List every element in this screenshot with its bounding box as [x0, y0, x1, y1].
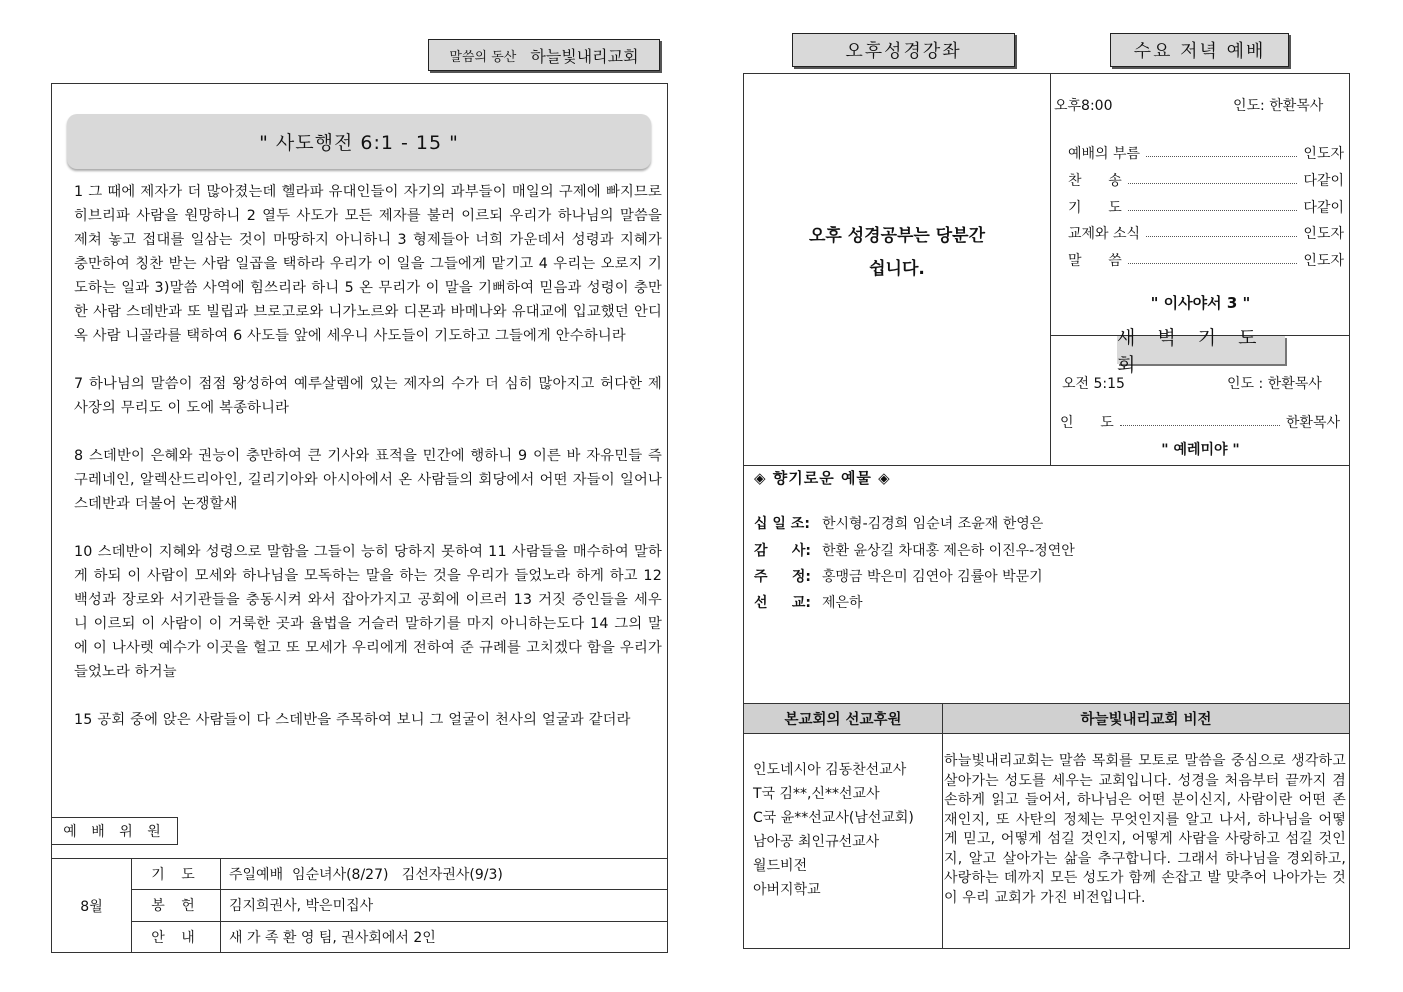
leader-dots — [1146, 229, 1297, 237]
leader-dots — [1146, 149, 1297, 157]
mission-support-header: 본교회의 선교후원 — [744, 703, 942, 734]
wednesday-scripture: " 이사야서 3 " — [1150, 294, 1251, 312]
dawn-time: 오전 5:15 — [1062, 376, 1125, 392]
afternoon-notice-line: 쉽니다. — [869, 259, 925, 279]
afternoon-notice-line: 오후 성경공부는 당분간 — [808, 226, 986, 246]
order-item-name: 교제와 소식 — [1068, 226, 1141, 242]
offering-category: 주 정: — [754, 569, 812, 585]
order-item-by: 인도자 — [1303, 146, 1344, 162]
offering-category: 십 일 조: — [754, 516, 810, 532]
offering-category: 감 사: — [754, 543, 812, 559]
duty-people: 김지희권사, 박은미집사 — [221, 890, 668, 921]
church-vision-header: 하늘빛내리교회 비전 — [943, 703, 1349, 734]
scripture-paragraph: 1 그 때에 제자가 더 많아졌는데 헬라파 유대인들이 자기의 과부들이 매일의 구제에 빠지므로 히브리파 사람을 원망하니 2 열두 사도가 모든 제자를 불러 이르되 우리가 하나님의 말씀을 제쳐 놓고 접대를 일삼는 것이 마땅하지 아니하니 3 형제들아 너희 가운데서 성령과 지혜가 충만하여 칭찬 받는 사람 일곱을 택하라 우리가 이 일을 그들에게 맡기고 4 우리는 오로지 기도하는 일과 3)말씀 사역에 힘쓰리라 하니 5 온 무리가 이 말을 기뻐하여 믿음과 성령이 충만한 사람 스데반과 또 빌립과 브로고로와 니가노르와 디몬과 바메나와 유대교에 입교했던 안디옥 사람 니골라를 택하여 6 사도들 앞에 세우니 사도들이 기도하고 그들에게 안수하니라 — [74, 184, 662, 344]
offering-category: 선 교: — [754, 595, 812, 611]
offering-names: 한환 윤상길 차대홍 제은하 이진우-정연안 — [822, 543, 1075, 559]
duty-table — [51, 858, 668, 953]
mission-list — [753, 758, 914, 902]
list-item: 남아공 최인규선교사 — [753, 834, 880, 850]
leader-dots — [1128, 176, 1298, 184]
offering-row — [754, 566, 1043, 586]
church-name-tag — [428, 39, 660, 71]
order-item-name: 기 도 — [1068, 200, 1122, 216]
order-item-name: 찬 송 — [1068, 173, 1122, 189]
order-item — [1068, 197, 1344, 217]
offering-title: ◈ 향기로운 예물 ◈ — [754, 469, 891, 487]
scripture-paragraph: 8 스데반이 은혜와 권능이 충만하여 큰 기사와 표적을 민간에 행하니 9 이른 바 자유민들 즉 구레네인, 알렉산드리아인, 길리기아와 아시아에서 온 사람들의 회당에서 어떤 자들이 일어나 스데반과 더불어 논쟁할새 — [74, 448, 662, 512]
offering-row — [754, 592, 863, 612]
church-motto: 말씀의 동산 — [449, 49, 517, 65]
offering-row — [754, 540, 1075, 560]
order-item-by: 다같이 — [1303, 200, 1344, 216]
wednesday-service-header: 수요 저녁 예배 — [1110, 33, 1289, 67]
offering-names: 제은하 — [822, 595, 863, 611]
offering-row — [754, 513, 1043, 533]
leader-dots — [1128, 256, 1298, 264]
leader-dots — [1128, 203, 1298, 211]
offering-names: 홍맹금 박은미 김연아 김률아 박문기 — [822, 569, 1043, 585]
church-name: 하늘빛내리교회 — [530, 46, 639, 66]
table-row — [52, 859, 668, 890]
scripture-title: " 사도행전 6:1 - 15 " — [67, 114, 651, 169]
dawn-leader: 인도 : 한환목사 — [1227, 376, 1322, 392]
wednesday-time: 오후8:00 — [1054, 98, 1113, 114]
table-row — [52, 890, 668, 921]
dawn-order-item — [1060, 412, 1340, 432]
section-divider — [743, 465, 1350, 466]
order-item — [1068, 250, 1344, 270]
order-item-by: 인도자 — [1303, 253, 1344, 269]
list-item: 월드비전 — [753, 858, 808, 874]
order-item-by: 다같이 — [1303, 173, 1344, 189]
order-item — [1068, 223, 1344, 243]
scripture-paragraph: 10 스데반이 지혜와 성령으로 말함을 그들이 능히 당하지 못하여 11 사람들을 매수하여 말하게 하되 이 사람이 모세와 하나님을 모독하는 말을 하는 것을 우리가 들었노라 하게 하고 12 백성과 장로와 서기관들을 충동시켜 와서 잡아가지고 공회에 이르러 13 거짓 증인들을 세우니 이르되 이 사람이 이 거룩한 곳과 율법을 거슬러 말하기를 마지 아니하는도다 14 그의 말에 이 나사렛 예수가 이곳을 헐고 또 모세가 우리에게 전하여 준 규례를 고치겠다 함을 우리가 들었노라 하거늘 — [74, 544, 662, 680]
dawn-prayer-header: 새 벽 기 도 회 — [1117, 336, 1285, 364]
list-item: 인도네시아 김동찬선교사 — [753, 762, 907, 778]
list-item: C국 윤**선교사(남선교회) — [753, 810, 914, 826]
duty-people: 새 가 족 환 영 팀, 권사회에서 2인 — [221, 921, 668, 952]
scripture-paragraph: 15 공회 중에 앉은 사람들이 다 스데반을 주목하여 보니 그 얼굴이 천사의 얼굴과 같더라 — [74, 712, 631, 728]
afternoon-notice — [744, 220, 1050, 286]
duty-role: 봉 헌 — [132, 890, 221, 921]
duty-role: 기 도 — [132, 859, 221, 890]
dawn-item-name: 인 도 — [1060, 415, 1114, 431]
worship-committee-label: 예 배 위 원 — [51, 817, 178, 845]
column-divider — [942, 703, 943, 949]
order-item-by: 인도자 — [1303, 226, 1344, 242]
dawn-item-by: 한환목사 — [1285, 415, 1340, 431]
column-divider — [1050, 73, 1051, 466]
leader-dots — [1120, 418, 1280, 426]
wednesday-leader: 인도: 한환목사 — [1233, 98, 1324, 114]
duty-role: 안 내 — [132, 921, 221, 952]
order-item-name: 예배의 부름 — [1068, 146, 1141, 162]
dawn-scripture: " 예레미야 " — [1161, 442, 1240, 458]
duty-people: 주일예배 임순녀사(8/27) 김선자권사(9/3) — [221, 859, 668, 890]
offering-names: 한시형-김경희 임순녀 조윤재 한영은 — [822, 516, 1044, 532]
list-item: T국 김**,신**선교사 — [753, 786, 880, 802]
afternoon-bible-class-header: 오후성경강좌 — [792, 33, 1015, 67]
church-vision-text: 하늘빛내리교회는 말씀 목회를 모토로 말씀을 중심으로 생각하고 살아가는 성도를 세우는 교회입니다. 성경을 처음부터 끝까지 겸손하게 읽고 들어서, 하나님은 어떤 분이신지, 사람이란 어떤 존재인지, 또 사탄의 정체는 무엇인지를 알고 나서, 하나님을 어떻게 믿고, 어떻게 섬길 것인지, 어떻게 사람을 사랑하고 섬길 것인지, 알고 살아가는 삶을 추구합니다. 그래서 하나님을 경외하고, 사랑하는 데까지 모든 성도가 함께 손잡고 발 맞추어 나아가는 것이 우리 교회가 가진 비전입니다. — [944, 753, 1346, 906]
duty-month: 8월 — [52, 859, 132, 953]
list-item: 아버지학교 — [753, 882, 821, 898]
scripture-body — [74, 180, 662, 732]
table-row — [52, 921, 668, 952]
order-item-name: 말 씀 — [1068, 253, 1122, 269]
order-item — [1068, 143, 1344, 163]
order-item — [1068, 170, 1344, 190]
scripture-paragraph: 7 하나님의 말씀이 점점 왕성하여 예루살렘에 있는 제자의 수가 더 심히 많아지고 허다한 제사장의 무리도 이 도에 복종하니라 — [74, 376, 662, 416]
